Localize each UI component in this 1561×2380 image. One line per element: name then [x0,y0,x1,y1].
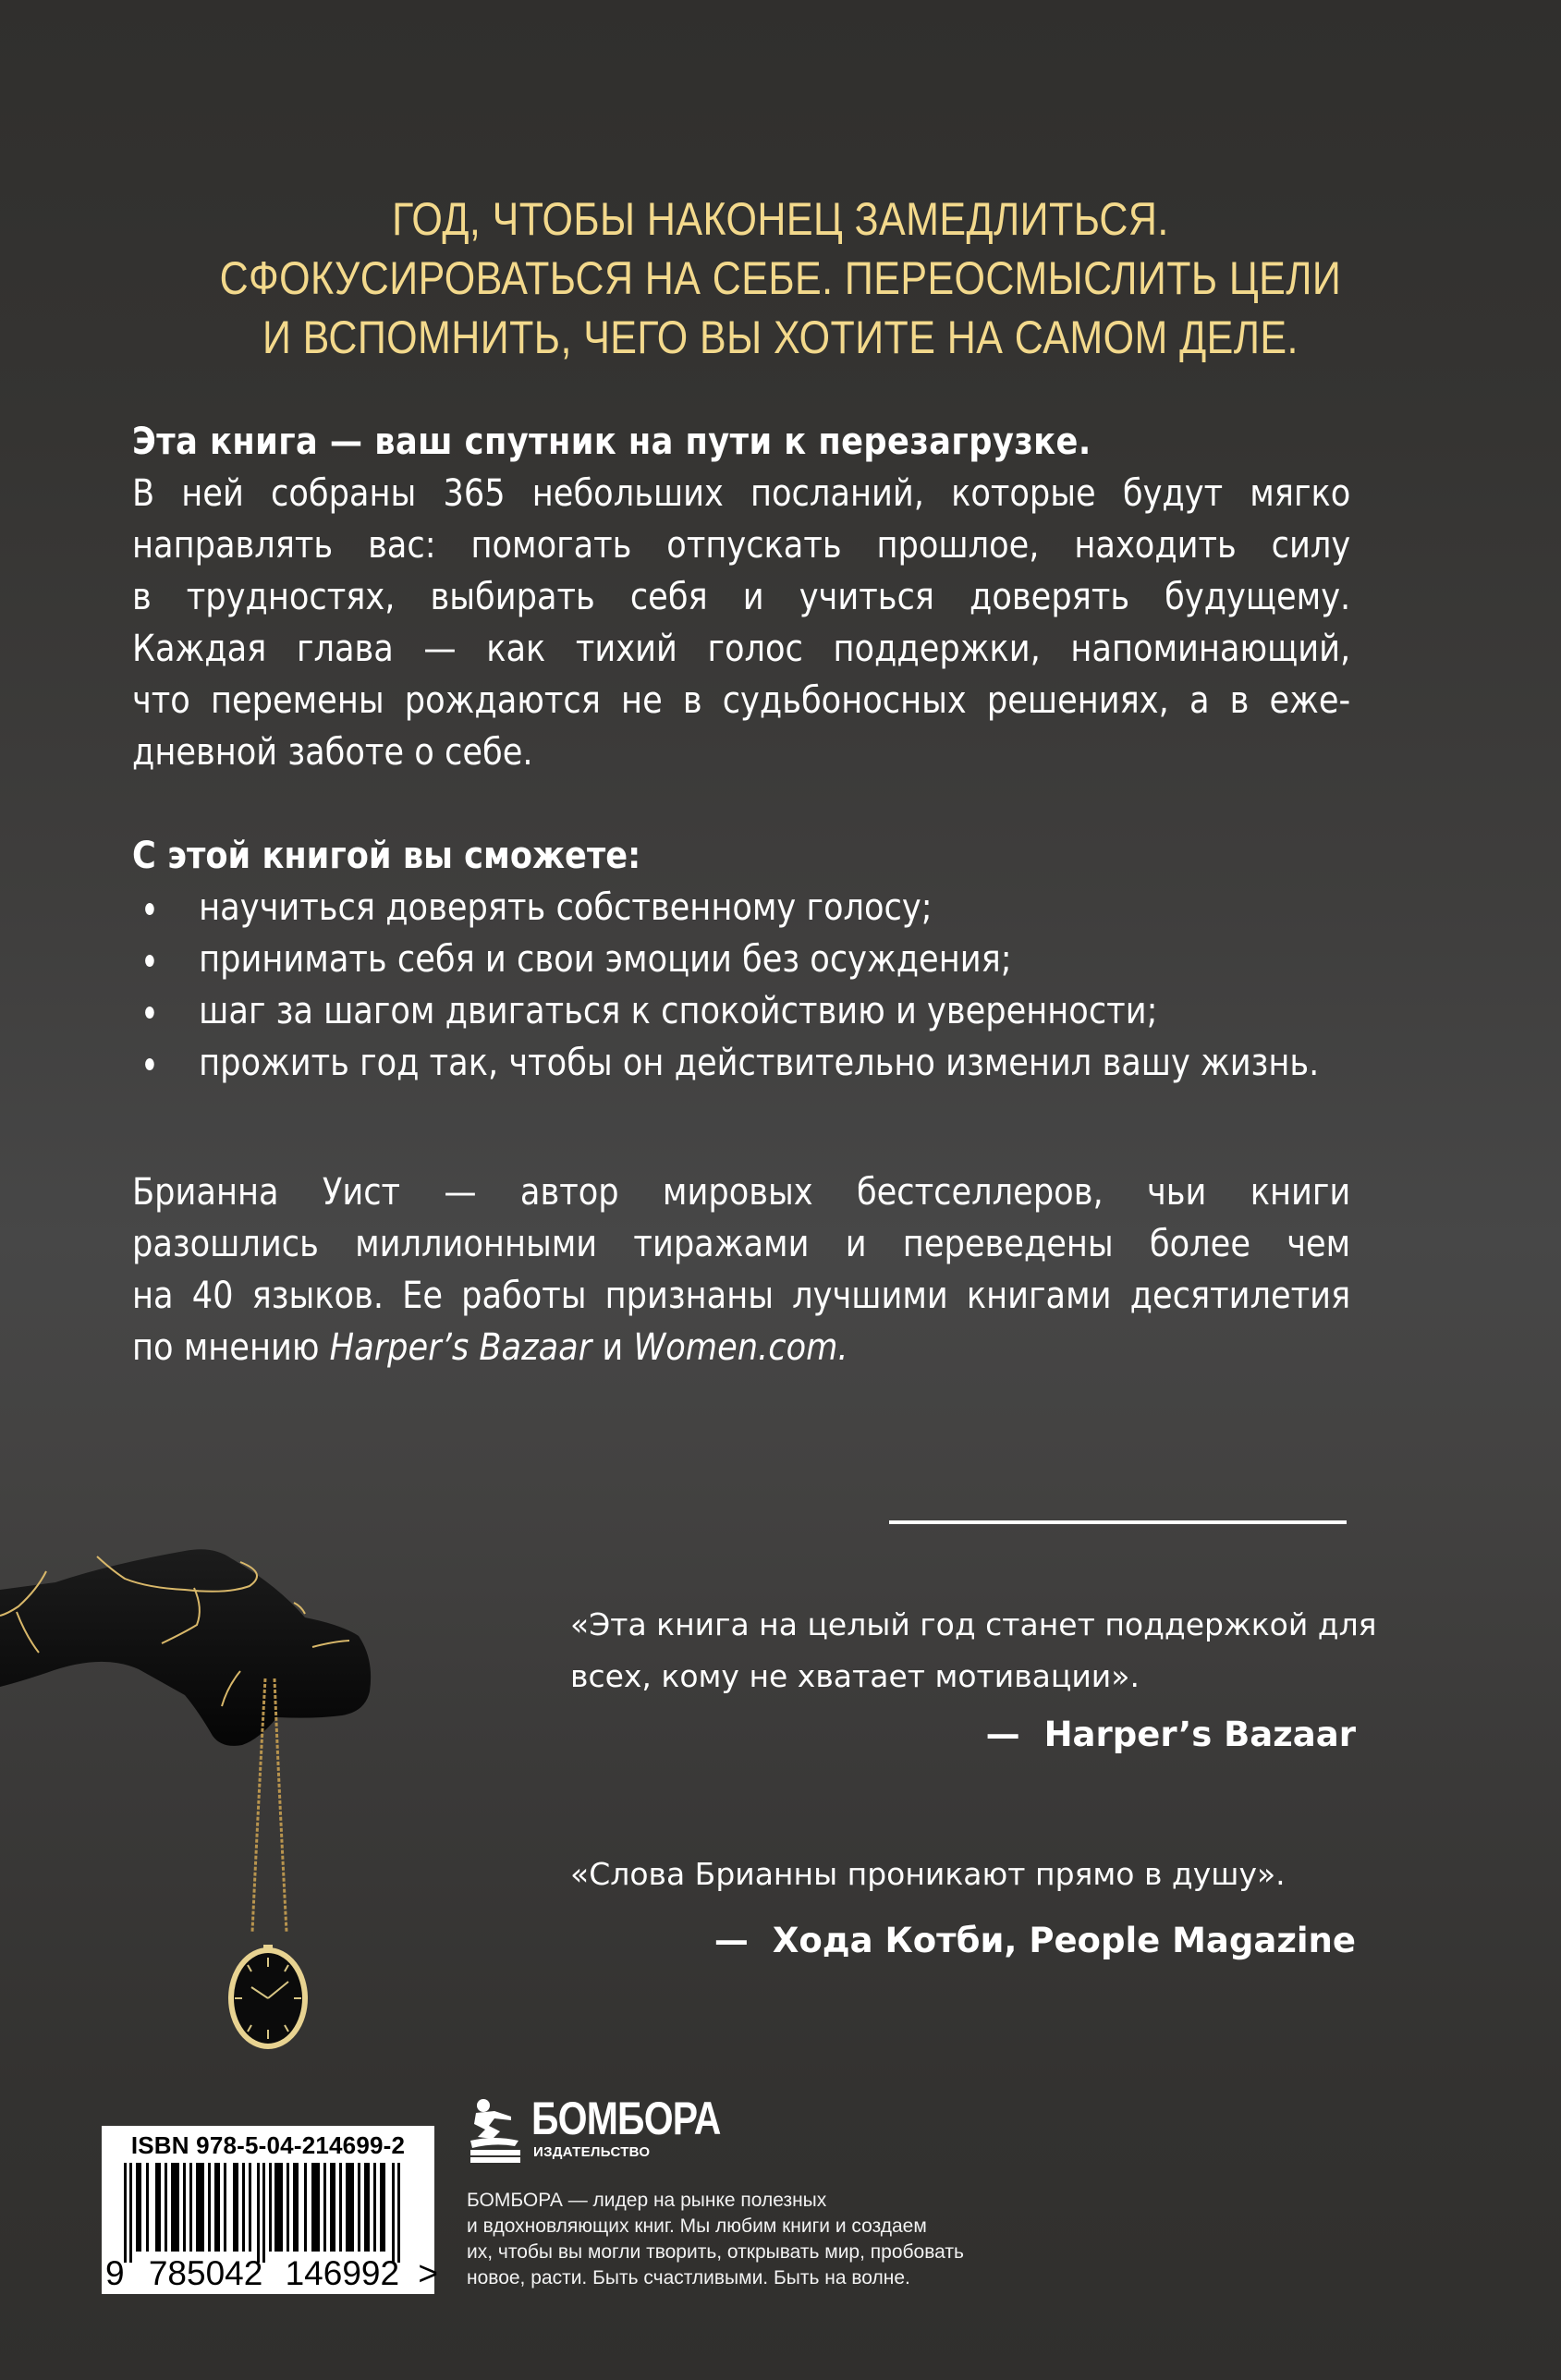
headline-line: ГОД, ЧТОБЫ НАКОНЕЦ ЗАМЕДЛИТЬСЯ. [392,193,1169,245]
separator-line [889,1520,1347,1524]
blurb-line: БОМБОРА — лидер на рынке полезных [467,2190,827,2211]
author-line [132,1322,1350,1373]
attribution-source: Harper’s Bazaar [1043,1715,1356,1754]
bullet-icon [145,1007,154,1019]
quote-line: «Эта книга на целый год станет поддержкой для [570,1606,1377,1642]
benefit-item [132,934,1350,985]
author-text: по мнению [132,1326,330,1369]
benefit-item [132,882,1350,934]
barcode-digits [105,2254,438,2292]
em-dash: — [985,1715,1020,1754]
bullet-icon [145,903,154,915]
benefit-text: прожить год так, чтобы он действительно изменил вашу жизнь. [199,1042,1320,1084]
attribution-source: Хода Котби, People Magazine [772,1921,1356,1960]
intro-section [132,416,1350,778]
em-dash: — [713,1921,749,1960]
hand-icon [0,1549,371,1746]
author-line: разошлись миллионными тиражами и переведены более чем [132,1223,1351,1265]
intro-line: что перемены рождаются не в судьбоносных решениях, а в еже- [132,679,1351,722]
author-text: и [591,1326,634,1369]
barcode-digit-prefix: 9 [105,2254,125,2292]
benefits-title: С этой книгой вы сможете: [132,835,641,877]
intro-line: Каждая глава — как тихий голос поддержки, напоминающий, [132,628,1351,670]
benefit-text: шаг за шагом двигаться к спокойствию и уверенности; [199,990,1158,1032]
source-women-com: Women.com. [633,1326,848,1369]
surfer-logo-icon [467,2098,524,2165]
barcode-bars-icon [124,2163,403,2263]
publisher-subtitle: ИЗДАТЕЛЬСТВО [533,2144,651,2160]
pocket-watch-icon [231,1945,305,2046]
bullet-icon [145,955,154,967]
quote-line: всех, кому не хватает мотивации». [570,1658,1140,1694]
intro-line: в трудностях, выбирать себя и учиться доверять будущему. [132,576,1351,618]
barcode-end-marker: > [418,2254,438,2292]
review-attribution [714,1919,1356,1963]
headline-line: СФОКУСИРОВАТЬСЯ НА СЕБЕ. ПЕРЕОСМЫСЛИТЬ ЦЕЛИ [219,252,1342,304]
intro-line: дневной заботе о себе. [132,731,533,774]
intro-line: направлять вас: помогать отпускать прошлое, находить силу [132,524,1351,567]
headline-line: И ВСПОМНИТЬ, ЧЕГО ВЫ ХОТИТЕ НА САМОМ ДЕЛЕ. [262,311,1299,363]
intro-lead: Эта книга — ваш спутник на пути к перезагрузке. [132,421,1091,463]
hand-with-watch-illustration [0,1497,444,2089]
intro-paragraph [132,468,1350,778]
blurb-line: и вдохновляющих книг. Мы любим книги и создаем [467,2215,927,2237]
benefits-list [132,882,1350,1089]
review-quote [570,1599,1377,1703]
author-line: Брианна Уист — автор мировых бестселлеров, чьи книги [132,1171,1351,1214]
author-line: на 40 языков. Ее работы признаны лучшими книгами десятилетия [132,1275,1351,1317]
benefit-item [132,985,1350,1037]
benefits-section [132,830,1350,1089]
review-quote [570,1849,1356,1900]
review-attribution [986,1713,1356,1757]
barcode-digits-group: 146992 [285,2254,400,2292]
bullet-icon [145,1058,154,1070]
publisher-name: БОМБОРА [531,2093,721,2144]
blurb-line: новое, расти. Быть счастливыми. Быть на волне. [467,2267,910,2288]
benefit-text: принимать себя и свои эмоции без осуждения; [199,938,1012,981]
publisher-logo [467,2091,744,2168]
barcode-digits-group: 785042 [148,2254,263,2292]
blurb-line: их, чтобы вы могли творить, открывать мир, пробовать [467,2241,964,2263]
intro-line: В ней собраны 365 небольших посланий, которые будут мягко [132,472,1351,515]
author-section [132,1166,1350,1373]
source-harpers-bazaar: Harper’s Bazaar [329,1326,592,1369]
cover-headline [109,189,1452,367]
benefit-text: научиться доверять собственному голосу; [199,886,933,929]
isbn-barcode [102,2126,438,2294]
quote-line: «Слова Брианны проникают прямо в душу». [570,1856,1286,1892]
publisher-blurb [467,2188,1077,2291]
isbn-label: ISBN 978-5-04-214699-2 [130,2131,406,2159]
benefit-item [132,1037,1350,1089]
author-paragraph [132,1166,1350,1373]
